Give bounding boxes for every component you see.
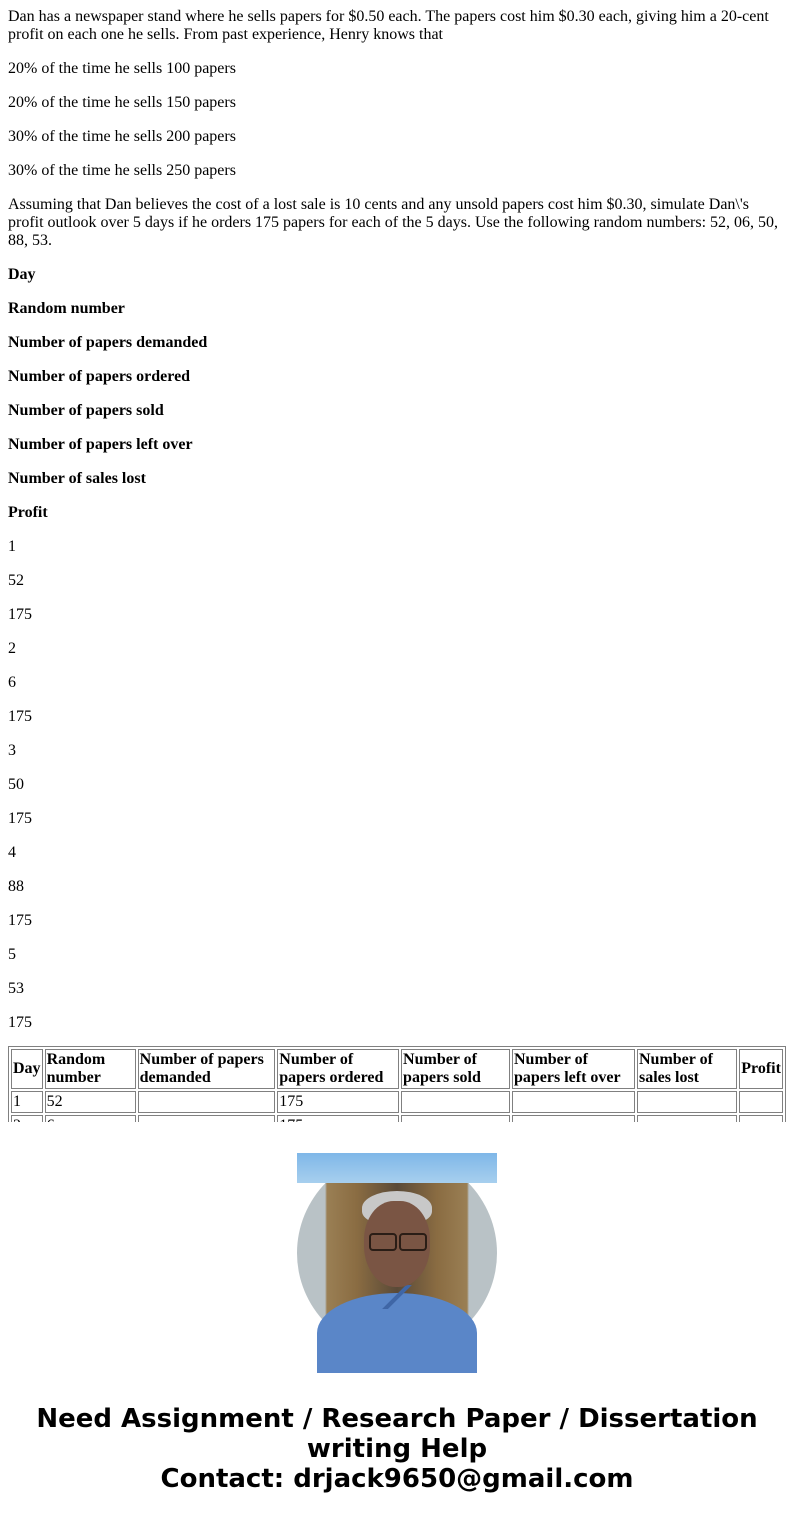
flat-header: Profit xyxy=(8,504,48,521)
avatar-collar xyxy=(377,1285,417,1309)
cell-ordered: 175 xyxy=(277,1091,399,1113)
cell-random-number: 52 xyxy=(45,1091,136,1113)
flat-value: 1 xyxy=(8,538,16,555)
flat-header: Number of papers demanded xyxy=(8,334,208,351)
help-footer xyxy=(0,1122,794,1523)
help-banner xyxy=(0,1404,794,1494)
glasses-icon xyxy=(367,1233,427,1249)
distribution-item: 20% of the time he sells 150 papers xyxy=(8,94,236,111)
header-papers-sold: Number of papers sold xyxy=(401,1049,510,1089)
header-sales-lost: Number of sales lost xyxy=(637,1049,737,1089)
cell-sales-lost xyxy=(637,1091,737,1113)
distribution-item: 30% of the time he sells 250 papers xyxy=(8,162,236,179)
header-day: Day xyxy=(11,1049,43,1089)
flat-value: 4 xyxy=(8,844,16,861)
header-profit: Profit xyxy=(739,1049,783,1089)
flat-value: 52 xyxy=(8,572,24,589)
flat-header: Number of sales lost xyxy=(8,470,146,487)
flat-header: Random number xyxy=(8,300,125,317)
flat-value: 175 xyxy=(8,810,32,827)
header-random-number: Random number xyxy=(45,1049,136,1089)
header-papers-demanded: Number of papers demanded xyxy=(138,1049,276,1089)
cell-profit xyxy=(739,1091,783,1113)
avatar-background xyxy=(297,1153,497,1183)
flat-value: 175 xyxy=(8,606,32,623)
flat-value: 175 xyxy=(8,1014,32,1031)
header-papers-left-over: Number of papers left over xyxy=(512,1049,635,1089)
banner-contact[interactable]: Contact: drjack9650@gmail.com xyxy=(160,1464,634,1494)
question-intro: Dan has a newspaper stand where he sells papers for $0.50 each. The papers cost him $0.30 each, giving him a 20-cent profit on each one he sells. From past experience, Henry knows that xyxy=(8,8,769,43)
flat-value: 6 xyxy=(8,674,16,691)
flat-value: 50 xyxy=(8,776,24,793)
table-row xyxy=(11,1091,783,1113)
flat-value: 53 xyxy=(8,980,24,997)
flat-value: 3 xyxy=(8,742,16,759)
distribution-item: 20% of the time he sells 100 papers xyxy=(8,60,236,77)
flat-value: 2 xyxy=(8,640,16,657)
flat-header: Number of papers sold xyxy=(8,402,164,419)
flat-header: Day xyxy=(8,266,36,283)
flat-header: Number of papers ordered xyxy=(8,368,191,385)
flat-value: 175 xyxy=(8,912,32,929)
flat-value: 5 xyxy=(8,946,16,963)
cell-day: 1 xyxy=(11,1091,43,1113)
cell-demanded xyxy=(138,1091,276,1113)
banner-line-2: writing Help xyxy=(306,1434,488,1464)
cell-left-over xyxy=(512,1091,635,1113)
banner-line-1: Need Assignment / Research Paper / Dissertation xyxy=(36,1404,758,1434)
flat-header: Number of papers left over xyxy=(8,436,193,453)
question-prompt: Assuming that Dan believes the cost of a lost sale is 10 cents and any unsold papers cost him $0.30, simulate Dan\'s profit outlook over 5 days if he orders 175 papers for each of the 5 days. Use the following random numbers: 52, 06, 50, 88, 53. xyxy=(8,196,779,249)
header-papers-ordered: Number of papers ordered xyxy=(277,1049,399,1089)
tutor-avatar xyxy=(297,1153,497,1353)
table-header-row xyxy=(11,1049,783,1089)
flat-value: 175 xyxy=(8,708,32,725)
distribution-item: 30% of the time he sells 200 papers xyxy=(8,128,236,145)
cell-sold xyxy=(401,1091,510,1113)
flat-value: 88 xyxy=(8,878,24,895)
